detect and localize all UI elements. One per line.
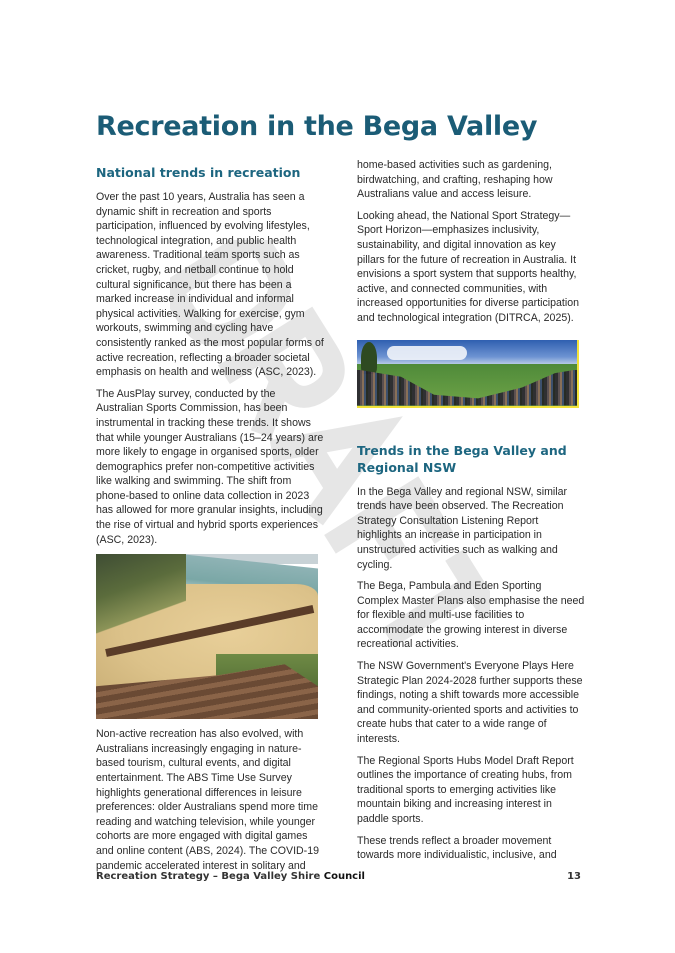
page-footer	[96, 870, 581, 883]
page-number: 13	[567, 871, 581, 882]
paragraph: The Regional Sports Hubs Model Draft Report outlines the importance of creating hubs, from traditional sports to emerging activities like mountain biking and increasing interest in paddle sports.	[357, 754, 574, 825]
paragraph: The Bega, Pambula and Eden Sporting Complex Master Plans also emphasise the need for flexible and multi-use facilities to accommodate the growing interest in diverse recreational activities.	[357, 580, 585, 651]
paragraph: Looking ahead, the National Sport Strategy—Sport Horizon—emphasizes inclusivity, sustainability, and digital innovation as key pillars for the future of recreation in Australia. It envisions a sport system that supports healthy, active, and connected communities, with increased opportunities for diverse participation and technological integration (DITRCA, 2025).	[357, 209, 580, 324]
footer-document-name: Recreation Strategy – Bega Valley Shire	[96, 871, 321, 882]
section-heading-bega-trends: Trends in the Bega Valley and Regional NSW	[357, 442, 567, 475]
left-column	[96, 164, 324, 880]
paragraph: home-based activities such as gardening, birdwatching, and crafting, reshaping how Australians value and access leisure.	[357, 159, 553, 201]
page-title: Recreation in the Bega Valley	[96, 111, 538, 142]
paragraph: In the Bega Valley and regional NSW, similar trends have been observed. The Recreation Strategy Consultation Listening Report highlights an increase in participation in unstructured activities such as walking and cycling.	[357, 485, 568, 571]
beach-stairs-photo	[96, 554, 318, 719]
paragraph: Over the past 10 years, Australia has seen a dynamic shift in recreation and sports participation, influenced by evolving lifestyles, technological integration, and public health awareness. Traditional team sports such as cricket, rugby, and netball continue to hold cultural significance, but there has been a marked increase in individual and informal physical activities. Walking for exercise, gym workouts, swimming and cycling have consistently ranked as the most popular forms of active recreation, reflecting a broader societal emphasis on health and wellness (ASC, 2023).	[96, 191, 324, 379]
paragraph: The AusPlay survey, conducted by the Australian Sports Commission, has been instrumental in tracking these trends. It shows that while younger Australians (15–24 years) are more likely to engage in organised sports, older demographics prefer non-competitive activities like walking and swimming. The shift from phone-based to online data collection in 2023 has allowed for more granular insights, including the rise of virtual and hybrid sports experiences (ASC, 2023).	[96, 387, 324, 546]
section-heading-national-trends: National trends in recreation	[96, 165, 301, 180]
right-column	[357, 158, 585, 870]
sports-crowd-photo	[357, 340, 579, 408]
paragraph: Non-active recreation has also evolved, with Australians increasingly engaging in nature-based tourism, cultural events, and digital entertainment. The ABS Time Use Survey highlights generational differences in leisure preferences: older Australians spend more time reading and watching television, while younger cohorts are more engaged with digital games and online content (ABS, 2024). The COVID-19 pandemic accelerated interest in solitary and	[96, 728, 319, 872]
footer-document-name-end: Council	[323, 871, 365, 882]
paragraph: The NSW Government's Everyone Plays Here Strategic Plan 2024-2028 further supports these findings, noting a shift towards more accessible and community-oriented sports and activities to create hubs that cater to a wide range of interests.	[357, 660, 583, 746]
paragraph: These trends reflect a broader movement towards more individualistic, inclusive, and	[357, 834, 557, 862]
